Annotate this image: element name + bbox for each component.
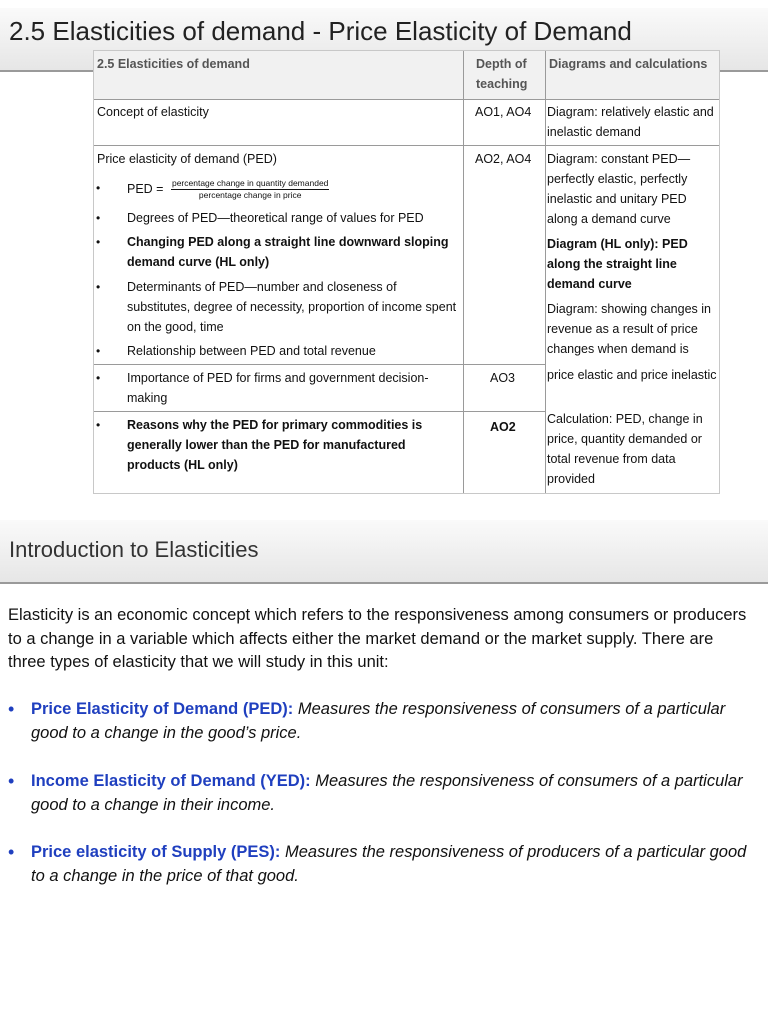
ped-formula-row — [96, 178, 461, 202]
bullet: • — [8, 699, 15, 719]
row-divider — [94, 145, 719, 146]
term-yed: Income Elasticity of Demand (YED): — [31, 772, 311, 790]
row2-diagram-2: Diagram (HL only): PED along the straight line demand curve — [547, 237, 688, 291]
row4-topic: Reasons why the PED for primary commodities is generally lower than the PED for manufactured products (HL only) — [127, 418, 423, 472]
page-title: 2.5 Elasticities of demand - Price Elasticity of Demand — [9, 16, 632, 46]
bullet: • — [8, 842, 15, 862]
ped-numerator: percentage change in quantity demanded — [171, 178, 329, 188]
row2-diagram-1: Diagram: constant PED—perfectly elastic, perfectly inelastic and unitary PED along a demand curve — [547, 152, 691, 226]
row1-diagram: Diagram: relatively elastic and inelastic demand — [547, 105, 714, 139]
term-pes: Price elasticity of Supply (PES): — [31, 843, 281, 861]
column-divider — [463, 51, 464, 493]
row4-diagram: Calculation: PED, change in price, quantity demanded or total revenue from data provided — [547, 412, 703, 486]
ped-fraction — [171, 178, 329, 201]
desc-pes: Measures the responsiveness of producers of a particular good to a change in the price of that good. — [31, 843, 747, 885]
table-header-diagrams: Diagrams and calculations — [549, 57, 708, 71]
desc-ped: Measures the responsiveness of consumers of a particular good to a change in the good’s price. — [31, 700, 726, 742]
row4-depth: AO2 — [490, 420, 516, 434]
row-divider — [94, 364, 545, 365]
ped-label: PED = — [127, 181, 164, 196]
row3-diagram: price elastic and price inelastic — [547, 368, 717, 382]
row2-diagram-3: Diagram: showing changes in revenue as a result of price changes when demand is — [547, 302, 711, 356]
desc-yed: Measures the responsiveness of consumers of a particular good to a change in their income. — [31, 772, 743, 814]
row3-depth: AO3 — [490, 371, 516, 385]
row3-topic: Importance of PED for firms and government decision-making — [127, 371, 429, 405]
row2-depth: AO2, AO4 — [475, 152, 532, 166]
row2-topic: Price elasticity of demand (PED) — [97, 152, 277, 166]
intro-paragraph: Elasticity is an economic concept which refers to the responsiveness among consumers or producers to a change in a variable which affects either the market demand or the market supply. There are three types of elasticity that we will study in this unit: — [8, 606, 747, 671]
row1-depth: AO1, AO4 — [475, 105, 532, 119]
row-divider — [94, 411, 545, 412]
term-ped: Price Elasticity of Demand (PED): — [31, 700, 294, 718]
section-title: Introduction to Elasticities — [9, 537, 259, 562]
table-header-depth: Depth of teaching — [476, 57, 528, 91]
ped-denominator: percentage change in price — [198, 190, 302, 200]
bullet: • — [96, 181, 101, 195]
syllabus-table: 2.5 Elasticities of demand Depth of teaching Diagrams and calculations Concept of elasticity AO1, AO4 Diagram: relatively elastic and inelastic demand Price elasticity of demand (PED) • PED = $\frac{\text{percentage change in quantity demanded}}{\text{percentage change in price}}$ • Degrees of PED—theoretical range of values for PED • Changing PED along a straight line downward sloping demand curve (HL only) • Determinants of PED—number and closeness of substitutes, degree of necessity, proportion of income spent on the good, time • Relationship between PED and total revenue AO2, AO4 Diagram: constant PED—perfectly elastic, perfectly inelastic and unitary PED along a demand curve Diagram (HL only): PED along the straight line demand curve Diagram: showing changes in revenue as a result of price changes when demand is • Importance of PED for firms and government decision-making AO3 price elastic and price inelastic • Reasons why the PED for primary commodities is generally lower than the PED for manufactured products (HL only) AO2 Calculation: PED, change in price, quantity demanded or total revenue from data provided — [93, 50, 720, 494]
bullet: • — [8, 771, 15, 791]
row-divider — [94, 99, 719, 100]
table-header-topic: 2.5 Elasticities of demand — [97, 57, 250, 71]
row1-topic: Concept of elasticity — [97, 105, 209, 119]
